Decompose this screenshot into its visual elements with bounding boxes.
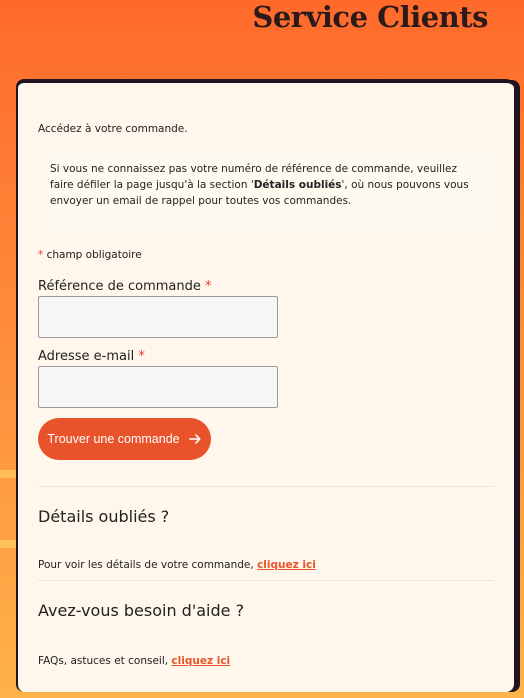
- email-input[interactable]: [38, 366, 278, 408]
- help-text: FAQs, astuces et conseil,: [38, 655, 169, 667]
- required-star: *: [205, 279, 212, 294]
- info-text-end: ', où nous pouvons vous envoyer un email de rappel pour toutes vos commandes.: [50, 179, 469, 207]
- info-text-bold: Détails oubliés: [253, 179, 342, 191]
- email-label-text: Adresse e-mail: [38, 349, 135, 364]
- forgot-text: Pour voir les détails de votre commande,: [38, 559, 254, 571]
- background-stripe: [0, 470, 16, 478]
- forgot-heading: Détails oubliés ?: [38, 507, 170, 526]
- order-ref-label-text: Référence de commande: [38, 279, 201, 294]
- required-note-text: champ obligatoire: [46, 249, 142, 261]
- info-box: [38, 151, 494, 233]
- required-star: *: [138, 349, 145, 364]
- arrow-right-icon: [188, 432, 202, 446]
- page-title: Service Clients: [252, 0, 488, 34]
- find-order-button[interactable]: [38, 418, 211, 460]
- divider: [38, 486, 494, 487]
- required-star: *: [38, 249, 44, 261]
- help-line: [38, 655, 230, 667]
- email-label: [38, 349, 145, 364]
- intro-text: Accédez à votre commande.: [38, 123, 188, 135]
- forgot-line: [38, 559, 316, 571]
- order-lookup-card: [16, 80, 514, 692]
- help-link[interactable]: cliquez ici: [171, 655, 231, 667]
- background-stripe: [0, 540, 16, 548]
- required-note: [38, 249, 142, 261]
- info-text-start: Si vous ne connaissez pas votre numéro de référence de commande, veuillez faire défiler la page jusqu'à la section ': [50, 163, 457, 191]
- help-heading: Avez-vous besoin d'aide ?: [38, 601, 245, 620]
- forgot-link[interactable]: cliquez ici: [257, 559, 316, 571]
- find-order-button-label: Trouver une commande: [47, 432, 180, 446]
- order-ref-label: [38, 279, 212, 294]
- order-ref-input[interactable]: [38, 296, 278, 338]
- divider: [38, 580, 494, 581]
